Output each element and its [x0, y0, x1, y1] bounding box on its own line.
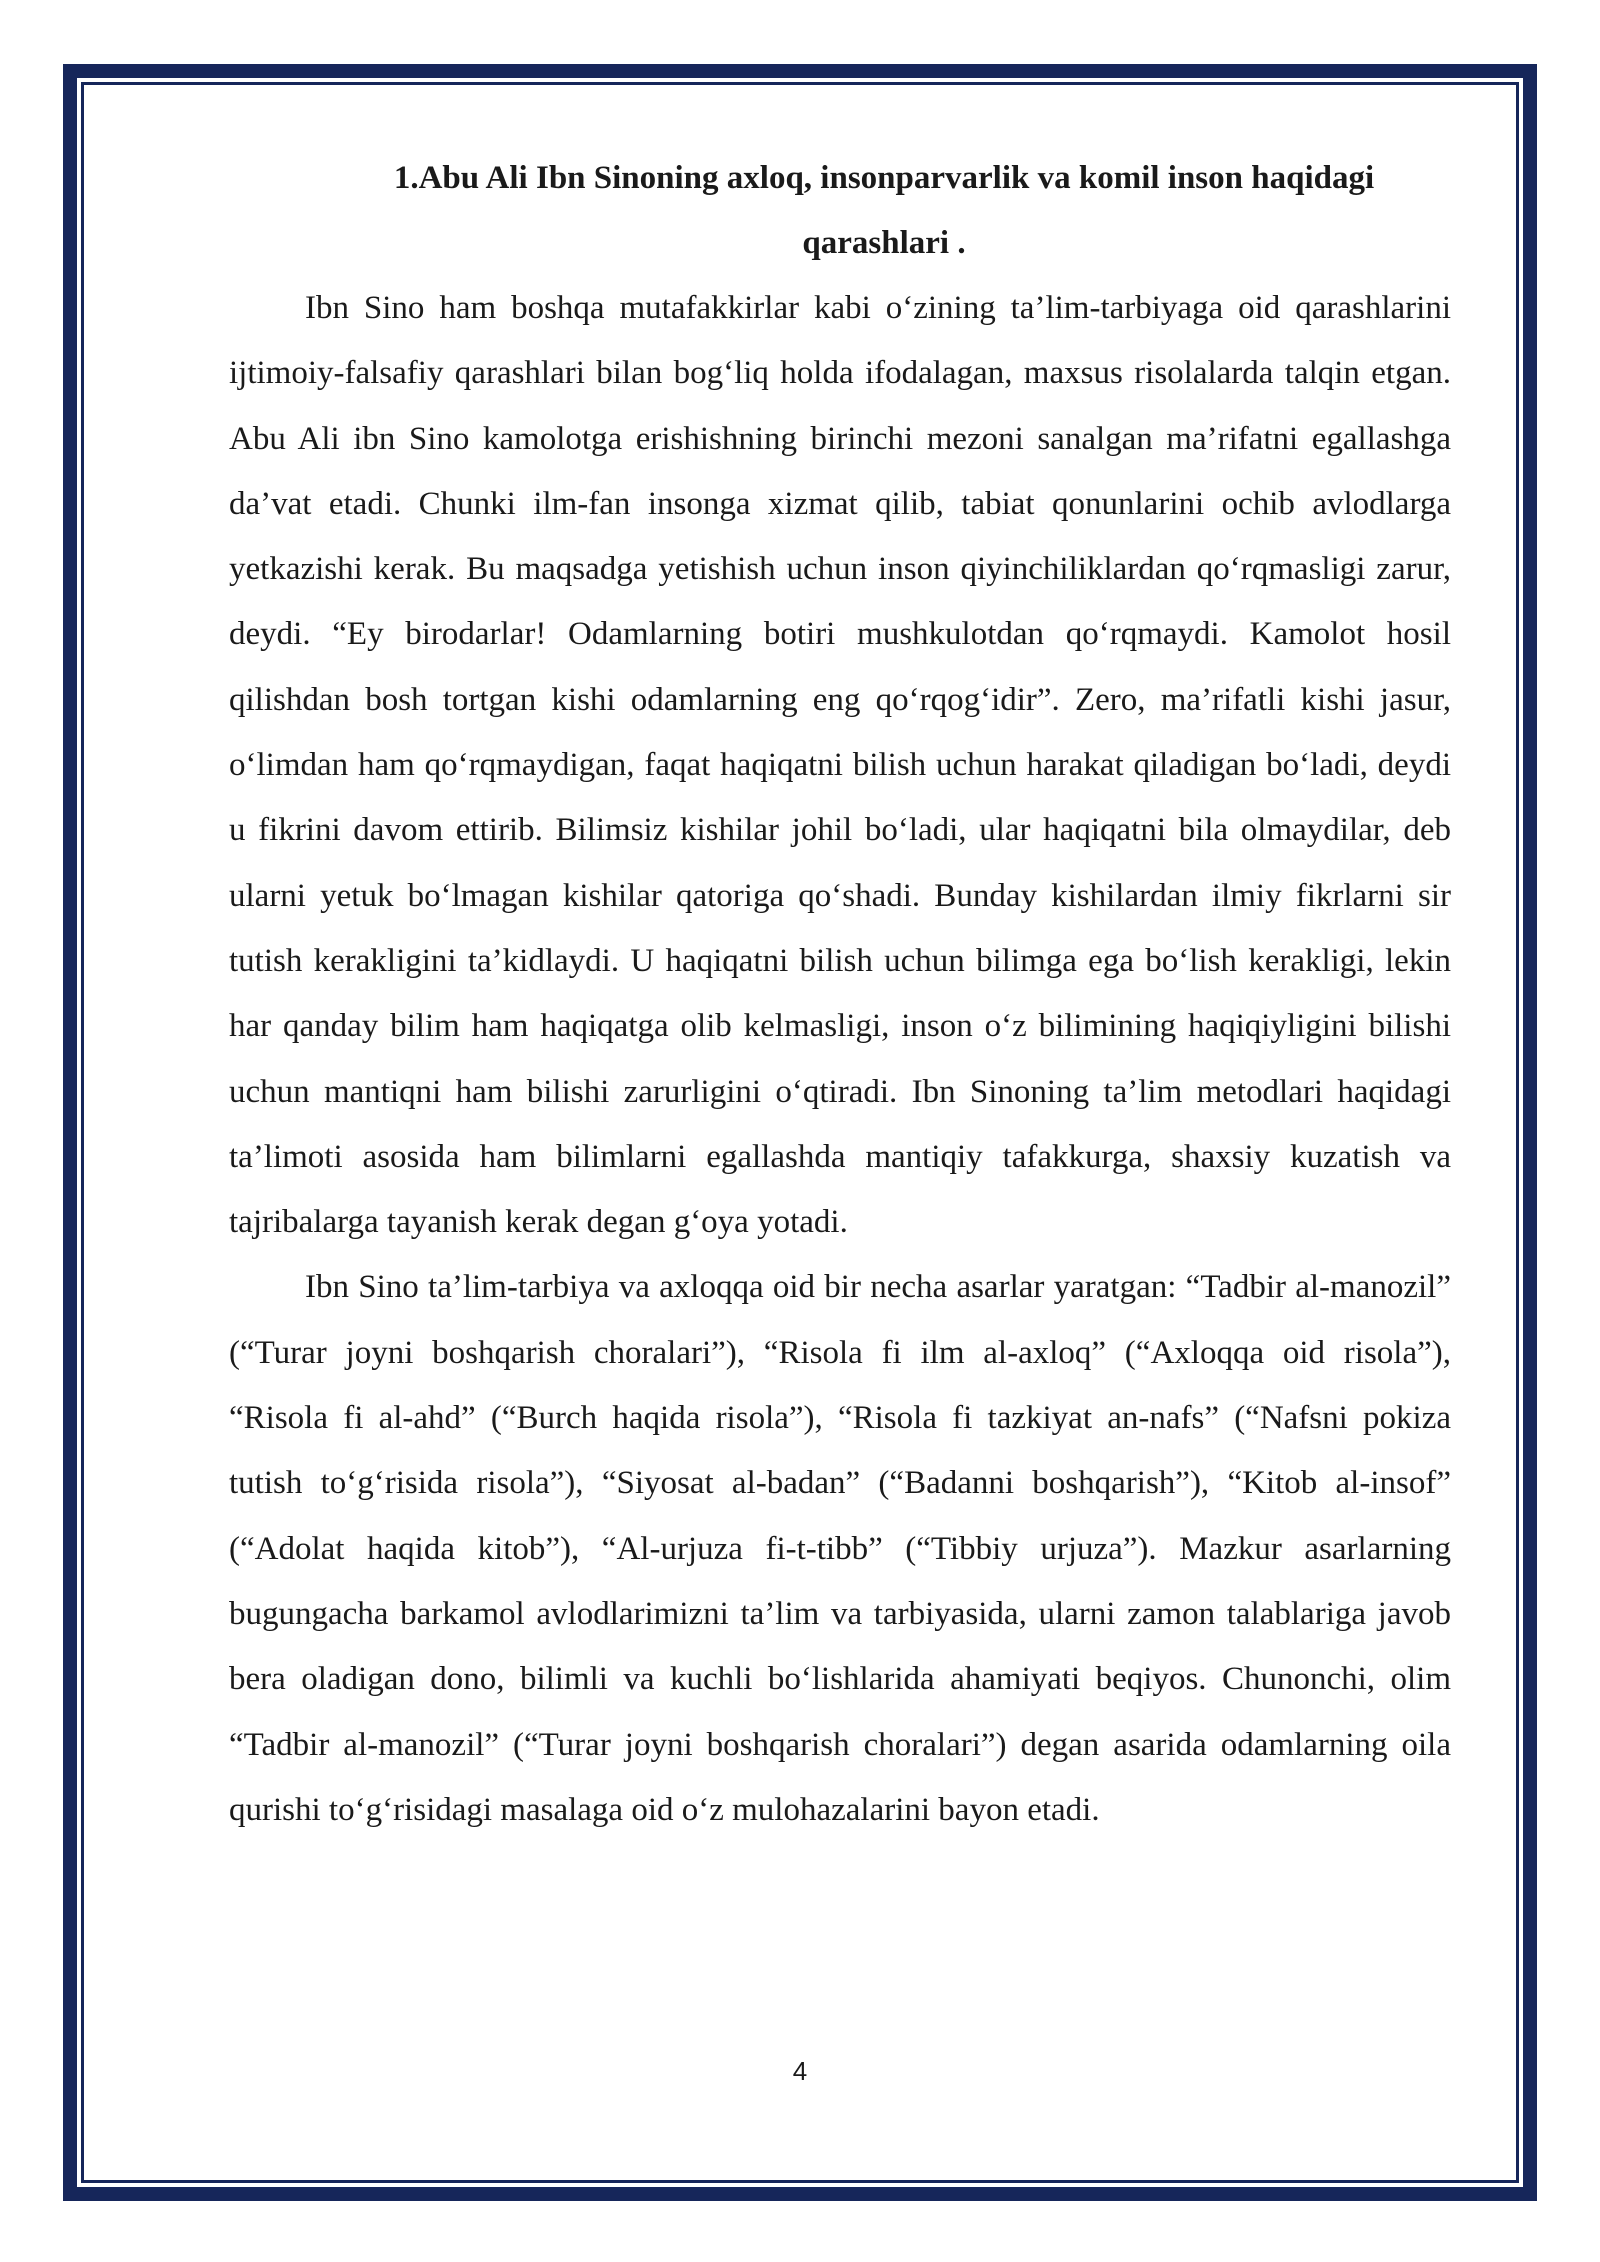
paragraph-1: Ibn Sino ham boshqa mutafakkirlar kabi o‘zining ta’lim-tarbiyaga oid qarashlarini ijtimoiy-falsafiy qarashlari bilan bog‘liq holda ifodalagan, maxsus risolalarda talqin etgan. Abu Ali ibn Sino kamolotga erishishning birinchi mezoni sanalgan ma’rifatni egallashga da’vat etadi. Chunki ilm-fan insonga xizmat qilib, tabiat qonunlarini ochib avlodlarga yetkazishi kerak. Bu maqsadga yetishish uchun inson qiyinchiliklardan qo‘rqmasligi zarur, deydi. “Ey birodarlar! Odamlarning botiri mushkulotdan qo‘rqmaydi. Kamolot hosil qilishdan bosh tortgan kishi odamlarning eng qo‘rqog‘idir”. Zero, ma’rifatli kishi jasur, o‘limdan ham qo‘rqmaydigan, faqat haqiqatni bilish uchun harakat qiladigan bo‘ladi, deydi u fikrini davom ettirib. Bilimsiz kishilar johil bo‘ladi, ular haqiqatni bila olmaydilar, deb ularni yetuk bo‘lmagan kishilar qatoriga qo‘shadi. Bunday kishilardan ilmiy fikrlarni sir tutish kerakligini ta’kidlaydi. U haqiqatni bilish uchun bilimga ega bo‘lish kerakligi, lekin har qanday bilim ham haqiqatga olib kelmasligi, inson o‘z bilimining haqiqiyligini bilishi uchun mantiqni ham bilishi zarurligini o‘qtiradi. Ibn Sinoning ta’lim metodlari haqidagi ta’limoti asosida ham bilimlarni egallashda mantiqiy tafakkurga, shaxsiy kuzatish va tajribalarga tayanish kerak degan g‘oya yotadi.: [229, 290, 1451, 1241]
page-number: 4: [792, 2056, 808, 2086]
document-title: 1.Abu Ali Ibn Sinoning axloq, insonparvarlik va komil inson haqidagi qarashlari .: [393, 160, 1375, 261]
document-body: [229, 146, 1451, 1843]
paragraph-2: Ibn Sino ta’lim-tarbiya va axloqqa oid bir necha asarlar yaratgan: “Tadbir al-manozil” (“Turar joyni boshqarish choralari”), “Risola fi ilm al-axloq” (“Axloqqa oid risola”), “Risola fi al-ahd” (“Burch haqida risola”), “Risola fi tazkiyat an-nafs” (“Nafsni pokiza tutish to‘g‘risida risola”), “Siyosat al-badan” (“Badanni boshqarish”), “Kitob al-insof” (“Adolat haqida kitob”), “Al-urjuza fi-t-tibb” (“Tibbiy urjuza”). Mazkur asarlarning bugungacha barkamol avlodlarimizni ta’lim va tarbiyasida, ularni zamon talablariga javob bera oladigan dono, bilimli va kuchli bo‘lishlarida ahamiyati beqiyos. Chunonchi, olim “Tadbir al-manozil” (“Turar joyni boshqarish choralari”) degan asarida odamlarning oila qurishi to‘g‘risidagi masalaga oid o‘z mulohazalarini bayon etadi.: [229, 1269, 1451, 1828]
